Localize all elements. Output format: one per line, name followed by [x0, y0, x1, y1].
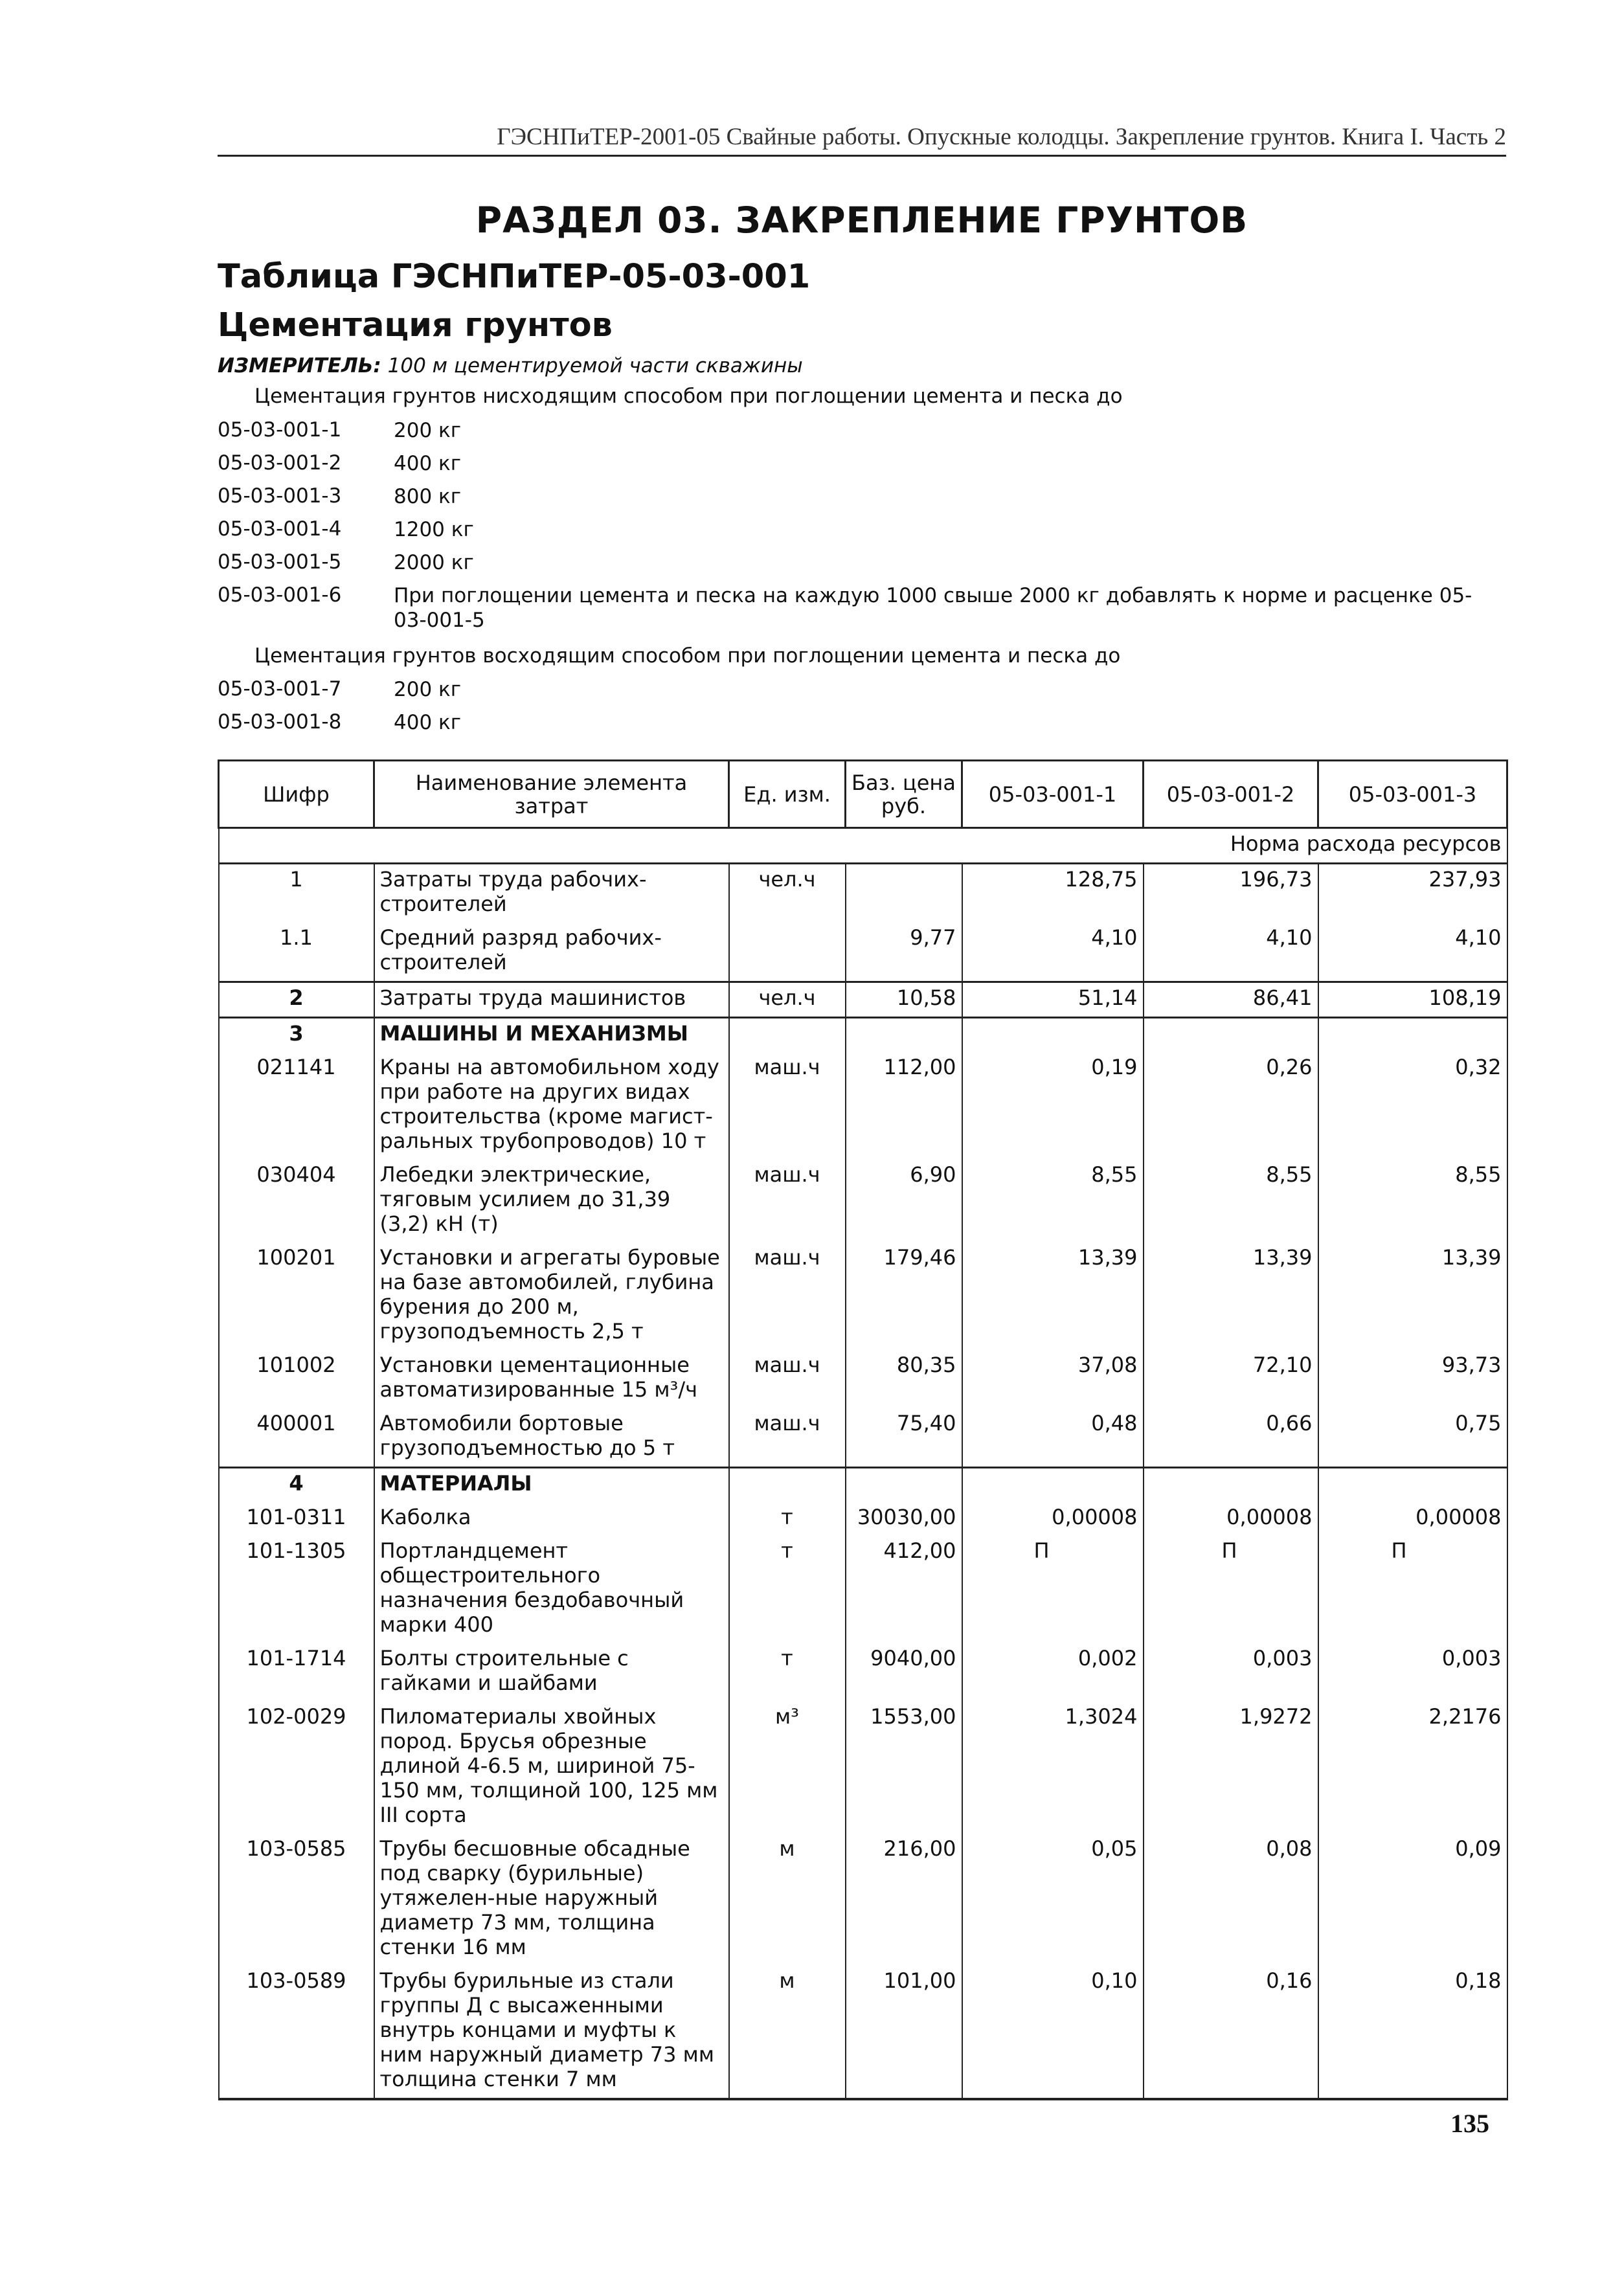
row-name: Трубы бесшовные обсадные под сварку (бурильные) утяжелен-ные наружный диаметр 73 мм, толщина стенки 16 мм: [374, 1834, 729, 1966]
row-price: 216,00: [846, 1834, 962, 1966]
row-unit: маш.ч: [729, 1408, 846, 1468]
row-value-2: 196,73: [1144, 864, 1318, 923]
row-value-1: 51,14: [962, 982, 1144, 1018]
row-price: 75,40: [846, 1408, 962, 1468]
row-value-3: 0,00008: [1318, 1502, 1507, 1536]
table-row: [219, 1966, 1507, 2099]
row-price: [846, 1018, 962, 1053]
code-line-desc: 400 кг: [394, 452, 462, 475]
header-cell: Шифр: [219, 761, 374, 828]
row-name: Портландцемент общестроительного назначения бездобавочный марки 400: [374, 1536, 729, 1643]
code-line-code: 05-03-001-6: [218, 583, 342, 607]
row-value-1: [962, 1468, 1144, 1503]
row-code: 030404: [219, 1160, 374, 1243]
row-value-3: 8,55: [1318, 1160, 1507, 1243]
row-value-1: 1,3024: [962, 1702, 1144, 1834]
row-value-1: 0,00008: [962, 1502, 1144, 1536]
code-line-code: 05-03-001-5: [218, 550, 342, 574]
row-unit: т: [729, 1536, 846, 1643]
row-code: 3: [219, 1018, 374, 1053]
row-name: МАТЕРИАЛЫ: [374, 1468, 729, 1503]
table-row: [219, 1536, 1507, 1643]
header-rule: [218, 155, 1506, 157]
row-code: 021141: [219, 1052, 374, 1160]
row-price: 9040,00: [846, 1643, 962, 1702]
row-value-2: [1144, 1018, 1318, 1053]
code-line-desc: 400 кг: [394, 711, 462, 734]
code-line-desc: При поглощении цемента и песка на каждую 1000 свыше 2000 кг добавлять к норме и расценке 05-03-001-5: [394, 584, 1472, 632]
row-unit: м: [729, 1966, 846, 2099]
table-row: [219, 1350, 1507, 1408]
header-cell: 05-03-001-3: [1318, 761, 1507, 828]
row-price: 412,00: [846, 1536, 962, 1643]
code-line-desc: 2000 кг: [394, 551, 474, 574]
row-code: 100201: [219, 1243, 374, 1350]
row-code: 103-0585: [219, 1834, 374, 1966]
row-code: 1: [219, 864, 374, 923]
row-unit: чел.ч: [729, 982, 846, 1018]
header-cell: Наименование элемента затрат: [374, 761, 729, 828]
row-value-3: 2,2176: [1318, 1702, 1507, 1834]
row-value-3: [1318, 1018, 1507, 1053]
row-unit: маш.ч: [729, 1243, 846, 1350]
row-name: МАШИНЫ И МЕХАНИЗМЫ: [374, 1018, 729, 1053]
measure-line: [218, 354, 803, 377]
row-value-3: 0,75: [1318, 1408, 1507, 1468]
table-row: [219, 1408, 1507, 1468]
row-unit: маш.ч: [729, 1160, 846, 1243]
row-value-3: П: [1318, 1536, 1507, 1643]
row-value-1: 0,002: [962, 1643, 1144, 1702]
table-row-group-heading: [219, 1018, 1507, 1053]
header-cell: Ед. изм.: [729, 761, 846, 828]
row-value-2: 0,00008: [1144, 1502, 1318, 1536]
row-value-2: 0,66: [1144, 1408, 1318, 1468]
row-unit: чел.ч: [729, 864, 846, 923]
row-name: Автомобили бортовые грузоподъемностью до 5 т: [374, 1408, 729, 1468]
row-code: 1.1: [219, 923, 374, 982]
norm-label: Норма расхода ресурсов: [219, 828, 1507, 864]
row-code: 101-1305: [219, 1536, 374, 1643]
row-value-2: [1144, 1468, 1318, 1503]
row-value-3: 93,73: [1318, 1350, 1507, 1408]
row-price: 9,77: [846, 923, 962, 982]
row-price: [846, 864, 962, 923]
table-row: [219, 1702, 1507, 1834]
section-title: РАЗДЕЛ 03. ЗАКРЕПЛЕНИЕ ГРУНТОВ: [475, 199, 1248, 241]
row-name: Краны на автомобильном ходу при работе на других видах строительства (кроме магист-ральных трубопроводов) 10 т: [374, 1052, 729, 1160]
row-value-2: 0,26: [1144, 1052, 1318, 1160]
row-unit: м: [729, 1834, 846, 1966]
row-unit: м³: [729, 1702, 846, 1834]
code-line-code: 05-03-001-1: [218, 418, 342, 442]
table-row: [219, 1834, 1507, 1966]
code-line-code: 05-03-001-7: [218, 677, 342, 701]
table-row: [219, 1643, 1507, 1702]
row-price: 80,35: [846, 1350, 962, 1408]
table-row: [219, 1160, 1507, 1243]
code-line-code: 05-03-001-3: [218, 484, 342, 508]
table-row-group-heading: [219, 1468, 1507, 1503]
measure-label: ИЗМЕРИТЕЛЬ:: [218, 354, 381, 377]
row-value-2: 0,08: [1144, 1834, 1318, 1966]
code-line-code: 05-03-001-4: [218, 517, 342, 541]
page-number: 135: [1450, 2109, 1489, 2138]
row-value-3: 237,93: [1318, 864, 1507, 923]
row-code: 101-1714: [219, 1643, 374, 1702]
code-line-desc: 200 кг: [394, 678, 462, 701]
norm-row: [219, 828, 1507, 864]
row-name: Установки и агрегаты буровые на базе автомобилей, глубина бурения до 200 м, грузоподъемность 2,5 т: [374, 1243, 729, 1350]
row-unit: т: [729, 1502, 846, 1536]
row-value-1: 0,05: [962, 1834, 1144, 1966]
row-value-3: [1318, 1468, 1507, 1503]
row-value-1: 4,10: [962, 923, 1144, 982]
row-value-1: 128,75: [962, 864, 1144, 923]
table-row: [219, 864, 1507, 923]
row-unit: т: [729, 1643, 846, 1702]
row-unit: [729, 923, 846, 982]
running-header: ГЭСНПиТЕР-2001-05 Свайные работы. Опускные колодцы. Закрепление грунтов. Книга I. Часть 2: [497, 124, 1506, 150]
row-code: 103-0589: [219, 1966, 374, 2099]
row-value-1: 8,55: [962, 1160, 1144, 1243]
row-value-2: 8,55: [1144, 1160, 1318, 1243]
row-value-3: 0,18: [1318, 1966, 1507, 2099]
row-value-1: 0,19: [962, 1052, 1144, 1160]
row-price: 101,00: [846, 1966, 962, 2099]
row-price: 1553,00: [846, 1702, 962, 1834]
row-unit: [729, 1468, 846, 1503]
row-name: Трубы бурильные из стали группы Д с высаженными внутрь концами и муфты к ним наружный диаметр 73 мм толщина стенки 7 мм: [374, 1966, 729, 2099]
resource-table: [218, 759, 1508, 2100]
row-unit: маш.ч: [729, 1350, 846, 1408]
row-value-1: 37,08: [962, 1350, 1144, 1408]
table-header-row: [219, 761, 1507, 828]
row-code: 102-0029: [219, 1702, 374, 1834]
row-value-2: 72,10: [1144, 1350, 1318, 1408]
row-value-2: П: [1144, 1536, 1318, 1643]
group-heading: Цементация грунтов восходящим способом при поглощении цемента и песка до: [254, 644, 1121, 668]
row-code: 101-0311: [219, 1502, 374, 1536]
row-value-3: 0,003: [1318, 1643, 1507, 1702]
row-code: 2: [219, 982, 374, 1018]
table-row: [219, 1502, 1507, 1536]
row-name: Затраты труда машинистов: [374, 982, 729, 1018]
code-line-code: 05-03-001-8: [218, 710, 342, 734]
row-unit: [729, 1018, 846, 1053]
row-name: Затраты труда рабочих-строителей: [374, 864, 729, 923]
row-value-3: 108,19: [1318, 982, 1507, 1018]
row-value-3: 0,09: [1318, 1834, 1507, 1966]
row-value-1: 13,39: [962, 1243, 1144, 1350]
row-code: 400001: [219, 1408, 374, 1468]
row-value-2: 0,16: [1144, 1966, 1318, 2099]
code-line-desc: 200 кг: [394, 419, 462, 442]
measure-text: 100 м цементируемой части скважины: [387, 354, 803, 377]
row-price: 179,46: [846, 1243, 962, 1350]
row-value-2: 4,10: [1144, 923, 1318, 982]
header-cell: 05-03-001-2: [1144, 761, 1318, 828]
row-code: 101002: [219, 1350, 374, 1408]
row-value-2: 86,41: [1144, 982, 1318, 1018]
row-name: Пиломатериалы хвойных пород. Брусья обрезные длиной 4-6.5 м, шириной 75-150 мм, толщиной 100, 125 мм III сорта: [374, 1702, 729, 1834]
table-row: [219, 1243, 1507, 1350]
row-name: Болты строительные с гайками и шайбами: [374, 1643, 729, 1702]
row-value-1: П: [962, 1536, 1144, 1643]
row-value-1: 0,48: [962, 1408, 1144, 1468]
work-title: Цементация грунтов: [218, 306, 613, 344]
row-value-3: 13,39: [1318, 1243, 1507, 1350]
table-row: [219, 982, 1507, 1018]
row-price: 30030,00: [846, 1502, 962, 1536]
row-code: 4: [219, 1468, 374, 1503]
row-value-2: 0,003: [1144, 1643, 1318, 1702]
row-value-1: [962, 1018, 1144, 1053]
header-cell: Баз. цена руб.: [846, 761, 962, 828]
row-price: 112,00: [846, 1052, 962, 1160]
row-name: Средний разряд рабочих-строителей: [374, 923, 729, 982]
header-cell: 05-03-001-1: [962, 761, 1144, 828]
table-row: [219, 1052, 1507, 1160]
row-name: Установки цементационные автоматизированные 15 м³/ч: [374, 1350, 729, 1408]
row-value-3: 4,10: [1318, 923, 1507, 982]
table-title: Таблица ГЭСНПиТЕР-05-03-001: [218, 258, 811, 296]
code-line-desc: 1200 кг: [394, 518, 474, 541]
row-value-3: 0,32: [1318, 1052, 1507, 1160]
group-heading: Цементация грунтов нисходящим способом при поглощении цемента и песка до: [254, 385, 1123, 408]
row-price: 6,90: [846, 1160, 962, 1243]
row-value-2: 13,39: [1144, 1243, 1318, 1350]
row-value-1: 0,10: [962, 1966, 1144, 2099]
code-line-desc: 800 кг: [394, 485, 462, 508]
row-name: Каболка: [374, 1502, 729, 1536]
row-name: Лебедки электрические, тяговым усилием до 31,39 (3,2) кН (т): [374, 1160, 729, 1243]
row-unit: маш.ч: [729, 1052, 846, 1160]
row-price: [846, 1468, 962, 1503]
row-value-2: 1,9272: [1144, 1702, 1318, 1834]
code-line-code: 05-03-001-2: [218, 451, 342, 475]
table-row: [219, 923, 1507, 982]
row-price: 10,58: [846, 982, 962, 1018]
